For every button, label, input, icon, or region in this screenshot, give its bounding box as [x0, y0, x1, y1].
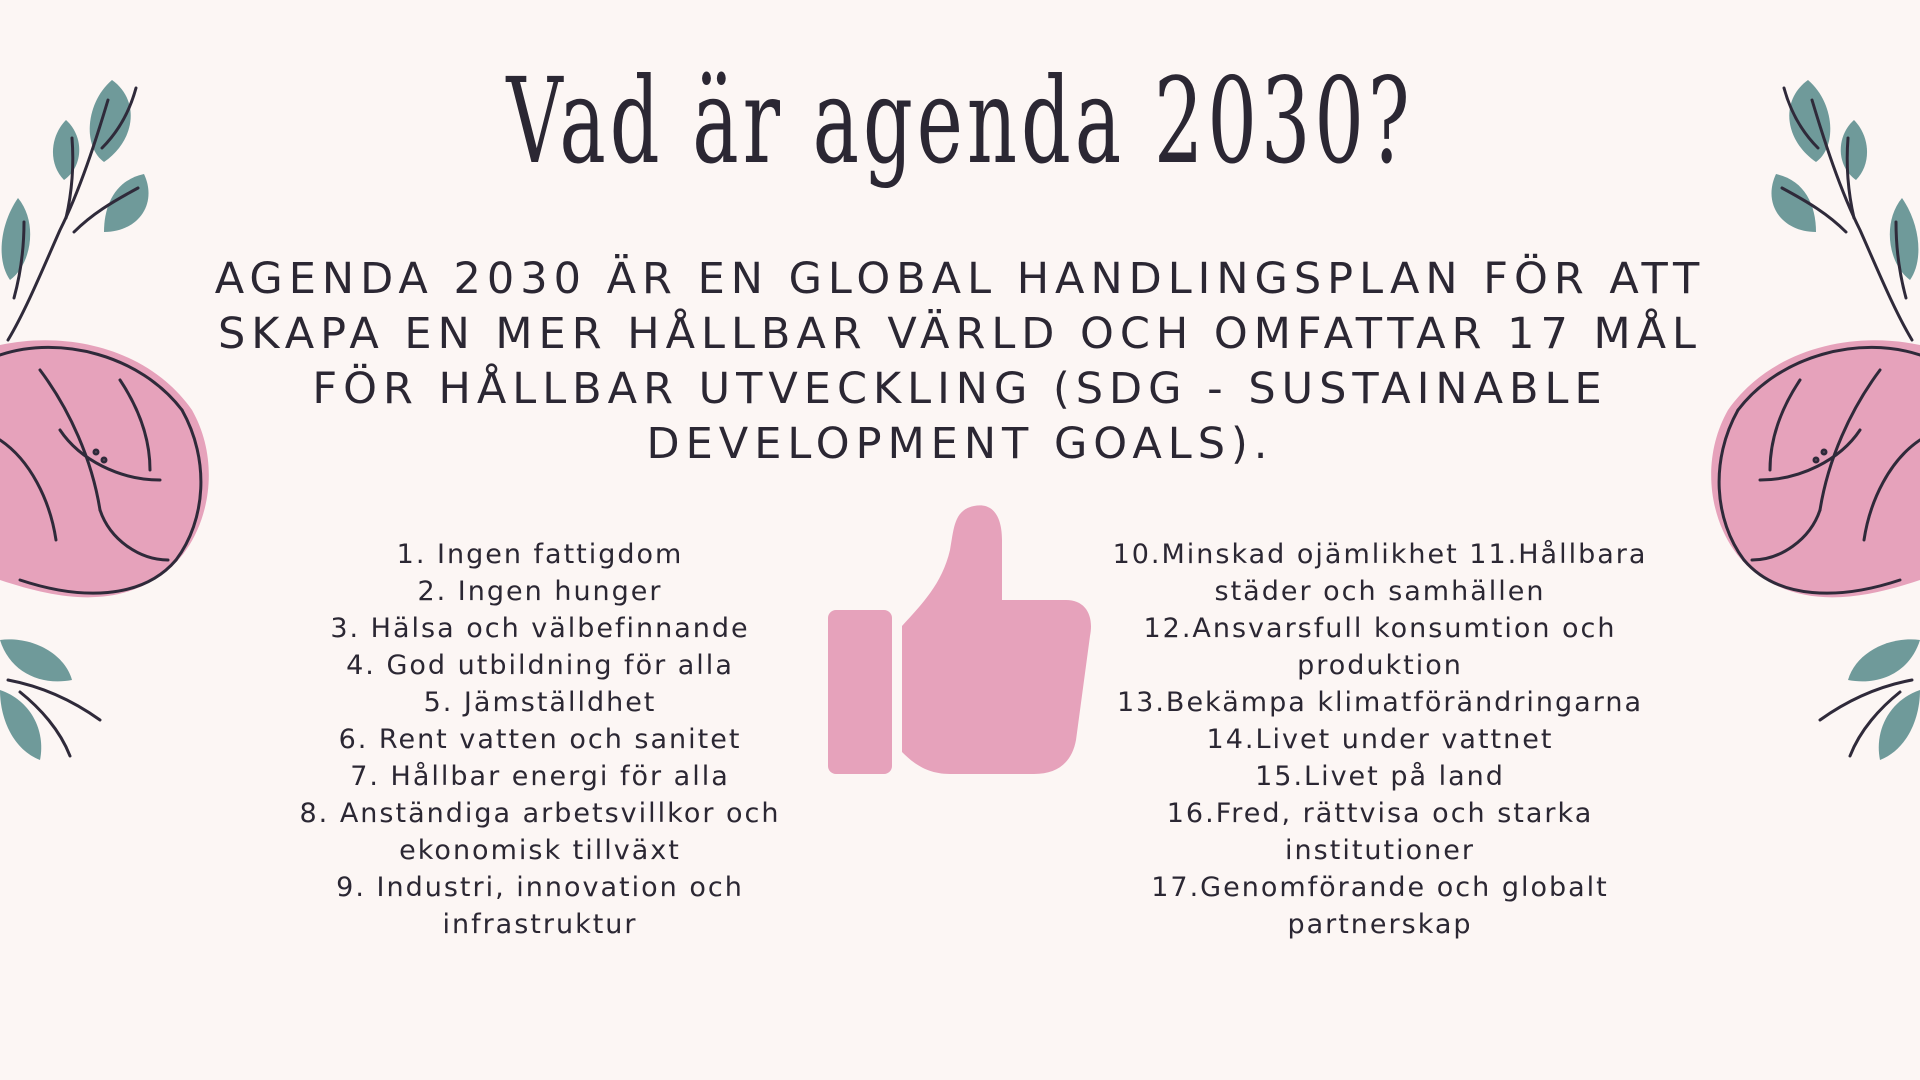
flower-decoration-right — [1680, 80, 1920, 800]
goals-list-left — [270, 536, 810, 943]
goal-item: 15.Livet på land — [1255, 761, 1505, 792]
goal-item: 8. Anständiga arbetsvillkor och ekonomisk tillväxt — [299, 798, 781, 866]
goal-item: 12.Ansvarsfull konsumtion och produktion — [1143, 613, 1617, 681]
goals-list-right — [1100, 536, 1660, 943]
goal-item: 1. Ingen fattigdom — [396, 539, 684, 570]
thumbs-up-icon — [822, 500, 1102, 780]
goal-item: 5. Jämställdhet — [423, 687, 657, 718]
goal-item: 10.Minskad ojämlikhet 11.Hållbara städer och samhällen — [1112, 539, 1648, 607]
flower-decoration-left — [0, 80, 240, 800]
page-title: Vad är agenda 2030? — [506, 52, 1414, 190]
goal-item: 16.Fred, rättvisa och starka institutioner — [1166, 798, 1594, 866]
goal-item: 7. Hållbar energi för alla — [350, 761, 730, 792]
goal-item: 3. Hälsa och välbefinnande — [330, 613, 750, 644]
intro-text: AGENDA 2030 ÄR EN GLOBAL HANDLINGSPLAN FÖR ATT SKAPA EN MER HÅLLBAR VÄRLD OCH OMFATTAR 17 MÅL FÖR HÅLLBAR UTVECKLING (SDG - SUSTAINABLE DEVELOPMENT GOALS). — [214, 254, 1706, 469]
goal-item: 13.Bekämpa klimatförändringarna — [1116, 687, 1644, 718]
goal-item: 4. God utbildning för alla — [346, 650, 734, 681]
goal-item: 14.Livet under vattnet — [1206, 724, 1554, 755]
goal-item: 17.Genomförande och globalt partnerskap — [1151, 872, 1609, 940]
goal-item: 2. Ingen hunger — [417, 576, 663, 607]
goal-item: 6. Rent vatten och sanitet — [338, 724, 742, 755]
goal-item: 9. Industri, innovation och infrastruktur — [336, 872, 744, 940]
